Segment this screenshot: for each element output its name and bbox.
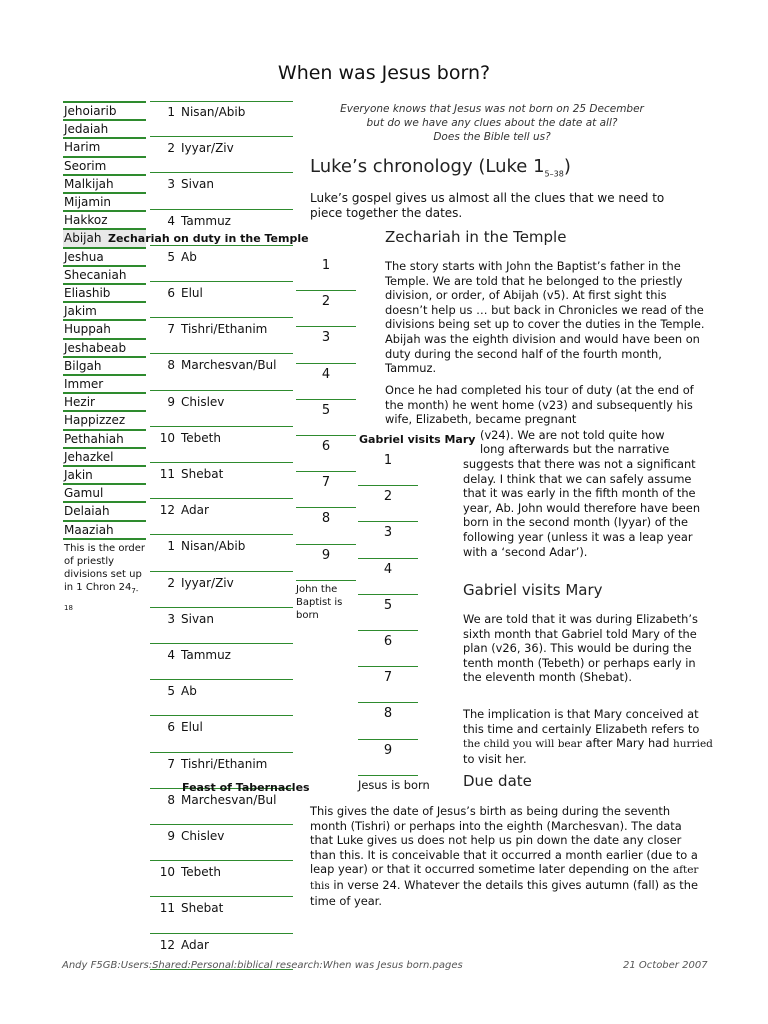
month-name: Sivan <box>181 177 215 192</box>
division-row: Shecaniah <box>63 267 146 285</box>
month-number: 6 <box>167 286 175 300</box>
month-number: 9 <box>167 829 175 843</box>
month-row <box>150 354 293 390</box>
intro-line: Does the Bible tell us? <box>433 131 551 143</box>
pregnancy-month-count: 3 <box>358 522 418 558</box>
footer-date: 21 October 2007 <box>623 960 708 971</box>
pregnancy-month-count: 8 <box>296 508 356 544</box>
pregnancy-month-count: 2 <box>296 291 356 327</box>
month-number: 2 <box>167 575 175 590</box>
month-row <box>150 101 293 137</box>
intro-line: but do we have any clues about the date at all? <box>366 117 618 129</box>
month-number: 3 <box>167 611 175 626</box>
pregnancy-month-count: 5 <box>358 595 418 631</box>
divisions-note-ref: 7-18 <box>64 587 139 612</box>
division-row: Jeshua <box>63 249 146 267</box>
month-number: 4 <box>167 213 175 228</box>
month-row <box>150 680 293 716</box>
month-name: Adar <box>181 503 209 518</box>
month-name: Chislev <box>181 829 225 843</box>
month-name: Shebat <box>181 467 224 481</box>
month-row <box>150 644 293 680</box>
gabriel-para2-a: The implication is that Mary conceived at this time and certainly Elizabeth refers to <box>463 707 700 736</box>
gabriel-para2-b: after Mary had <box>585 736 670 751</box>
month-row <box>150 391 293 427</box>
division-row: Jehazkel <box>63 449 146 467</box>
month-name: Iyyar/Ziv <box>181 141 234 156</box>
pregnancy-month-count: 7 <box>296 472 356 508</box>
month-name: Tishri/Ethanim <box>181 322 268 337</box>
month-row <box>150 137 293 173</box>
due-para-quote: after this <box>310 864 699 892</box>
month-name: Marchesvan/Bul <box>181 358 277 373</box>
gabriel-heading: Gabriel visits Mary <box>463 581 603 599</box>
month-number: 8 <box>167 792 175 807</box>
division-row: Bilgah <box>63 358 146 376</box>
pregnancy-month-count: 1 <box>296 255 356 291</box>
division-row: Hakkoz <box>63 212 146 230</box>
division-row: Hezir <box>63 394 146 412</box>
zechariah-paragraph-2b: (v24). We are not told quite how <box>480 428 665 442</box>
page-title: When was Jesus born? <box>277 62 491 84</box>
due-para-a: This gives the date of Jesus’s birth as being during the seventh month (Tishri) or perhaps into the eighth (Marchesvan). The data that Luke gives us does not help us pin down the date any closer than this. It is conceivable that it occurred a month earlier (due to a leap year) or that it occurred sometime later depending on the <box>310 804 698 877</box>
month-name: Ab <box>181 684 197 699</box>
month-number: 4 <box>167 648 175 662</box>
due-para-b: in verse 24. Whatever the details this gives autumn (fall) as the time of year. <box>310 877 698 908</box>
luke-heading-close: ) <box>563 156 571 177</box>
gabriel-paragraph-2 <box>463 707 713 766</box>
month-row <box>150 246 293 282</box>
month-number: 2 <box>167 141 175 156</box>
division-row: Harim <box>63 139 146 157</box>
month-name: Adar <box>181 937 209 952</box>
month-row <box>150 173 293 209</box>
gabriel-visits-label: Gabriel visits Mary <box>359 433 476 446</box>
zechariah-paragraph-2d: suggests that there was not a significant delay. I think that we can safely assume that it was early in the fifth month of the year, Ab. John would therefore have been born in the second month (Iyyar) of the following year (unless it was a leap year with a ‘second Adar’). <box>463 457 701 559</box>
month-name: Tebeth <box>181 865 221 880</box>
month-number: 10 <box>159 865 175 880</box>
division-row: Jeshabeab <box>63 340 146 358</box>
division-row: Happizzez <box>63 412 146 430</box>
division-row: Maaziah <box>63 522 146 540</box>
division-row: Delaiah <box>63 503 146 521</box>
feast-of-tabernacles-label: Feast of Tabernacles <box>182 781 310 794</box>
pregnancy-month-count: 1 <box>358 450 418 486</box>
pregnancy-month-count: 6 <box>296 436 356 472</box>
month-name: Iyyar/Ziv <box>181 575 234 590</box>
month-name: Nisan/Abib <box>181 539 246 554</box>
division-row: Seorim <box>63 158 146 176</box>
luke-heading-ref: 5–38 <box>544 169 564 179</box>
month-number: 5 <box>167 249 175 264</box>
division-row: Jehoiarib <box>63 103 146 121</box>
priestly-divisions-list <box>63 101 146 543</box>
month-number: 8 <box>167 358 175 373</box>
month-row <box>150 499 293 535</box>
month-name: Shebat <box>181 901 224 916</box>
month-name: Tammuz <box>181 648 231 662</box>
division-row: Mijamin <box>63 194 146 212</box>
month-row <box>150 608 293 644</box>
month-name: Marchesvan/Bul <box>181 792 277 807</box>
month-name: Chislev <box>181 394 225 409</box>
month-name: Elul <box>181 720 203 735</box>
month-row <box>150 897 293 933</box>
month-number: 7 <box>167 756 175 771</box>
jesus-born-label: Jesus is born <box>358 778 430 792</box>
divisions-note <box>64 542 146 615</box>
zechariah-heading: Zechariah in the Temple <box>385 228 567 246</box>
pregnancy-month-count: 4 <box>358 559 418 595</box>
month-row <box>150 427 293 463</box>
gabriel-para2-c: to visit her. <box>463 751 527 766</box>
pregnancy-month-count: 8 <box>358 703 418 739</box>
zechariah-on-duty-label: Zechariah on duty in the Temple <box>108 232 309 245</box>
month-number: 6 <box>167 720 175 735</box>
gabriel-para2-quote2: hurried <box>673 738 713 751</box>
month-number: 11 <box>159 901 175 916</box>
month-number: 5 <box>167 684 175 699</box>
month-number: 7 <box>167 322 175 337</box>
month-number: 1 <box>167 539 175 554</box>
month-row <box>150 282 293 318</box>
pregnancy-month-count: 6 <box>358 631 418 667</box>
division-row: Jedaiah <box>63 121 146 139</box>
pregnancy-month-count: 5 <box>296 400 356 436</box>
division-row: Gamul <box>63 485 146 503</box>
month-name: Ab <box>181 249 197 264</box>
divisions-note-text: This is the order of priestly divisions set up in 1 Chron 24 <box>64 543 146 593</box>
month-row <box>150 318 293 354</box>
due-date-heading: Due date <box>463 772 532 790</box>
division-row: Jakim <box>63 303 146 321</box>
month-row <box>150 572 293 608</box>
division-row: Immer <box>63 376 146 394</box>
division-row: Huppah <box>63 321 146 339</box>
pregnancy-month-count: 2 <box>358 486 418 522</box>
month-row <box>150 825 293 861</box>
month-number: 9 <box>167 394 175 409</box>
footer-file-path: Andy F5GB:Users:Shared:Personal:biblical research:When was Jesus born.pages <box>62 960 463 971</box>
pregnancy-month-count: 9 <box>358 740 418 776</box>
month-number: 10 <box>159 430 175 445</box>
division-row: Eliashib <box>63 285 146 303</box>
luke-heading <box>310 156 571 179</box>
luke-heading-text: Luke’s chronology (Luke 1 <box>310 156 545 177</box>
month-name: Tammuz <box>181 213 231 228</box>
gabriel-para2-quote1: the child you will bear <box>463 738 582 751</box>
month-row <box>150 716 293 752</box>
month-name: Tebeth <box>181 430 221 445</box>
month-number: 12 <box>159 937 175 952</box>
month-number: 12 <box>159 503 175 518</box>
month-name: Tishri/Ethanim <box>181 756 268 771</box>
zechariah-paragraph-1: The story starts with John the Baptist’s father in the Temple. We are told that he belonged to the priestly division, or order, of Abijah (v5). At first sight this doesn’t help us … but back in Chronicles we read of the divisions being set up to cover the duties in the Temple. Abijah was the eighth division and would have been on duty during the second half of the fourth month, Tammuz. <box>385 259 705 376</box>
due-date-paragraph <box>310 804 705 908</box>
zechariah-paragraph-2a: Once he had completed his tour of duty (at the end of the month) he went home (v23) and subsequently his wife, Elizabeth, became pregnant <box>385 383 694 427</box>
pregnancy-month-count: 4 <box>296 364 356 400</box>
month-row <box>150 789 293 825</box>
month-name: Sivan <box>181 611 215 626</box>
month-row <box>150 861 293 897</box>
division-row: Jakin <box>63 467 146 485</box>
luke-paragraph: Luke’s gospel gives us almost all the clues that we need to piece together the dates. <box>310 191 665 220</box>
month-row <box>150 463 293 499</box>
month-number: 11 <box>159 467 175 481</box>
month-name: Nisan/Abib <box>181 105 246 119</box>
intro-line: Everyone knows that Jesus was not born on 25 December <box>340 103 644 115</box>
division-row: Malkijah <box>63 176 146 194</box>
zechariah-paragraph-2c: long afterwards but the narrative <box>480 442 670 456</box>
pregnancy-month-count: 9 <box>296 545 356 581</box>
gabriel-paragraph-1: We are told that it was during Elizabeth’s sixth month that Gabriel told Mary of the plan (v26, 36). This would be during the tenth month (Tebeth) or perhaps early in the eleventh month (Shebat). <box>463 612 698 685</box>
month-name: Elul <box>181 286 203 300</box>
john-born-label: John the Baptist is born <box>296 584 343 621</box>
division-row: Pethahiah <box>63 431 146 449</box>
pregnancy-month-count: 3 <box>296 327 356 363</box>
intro-question <box>322 102 662 144</box>
pregnancy-month-count: 7 <box>358 667 418 703</box>
division-row: Abijah <box>63 230 146 248</box>
month-number: 1 <box>167 105 175 119</box>
month-number: 3 <box>167 177 175 192</box>
month-row <box>150 535 293 571</box>
